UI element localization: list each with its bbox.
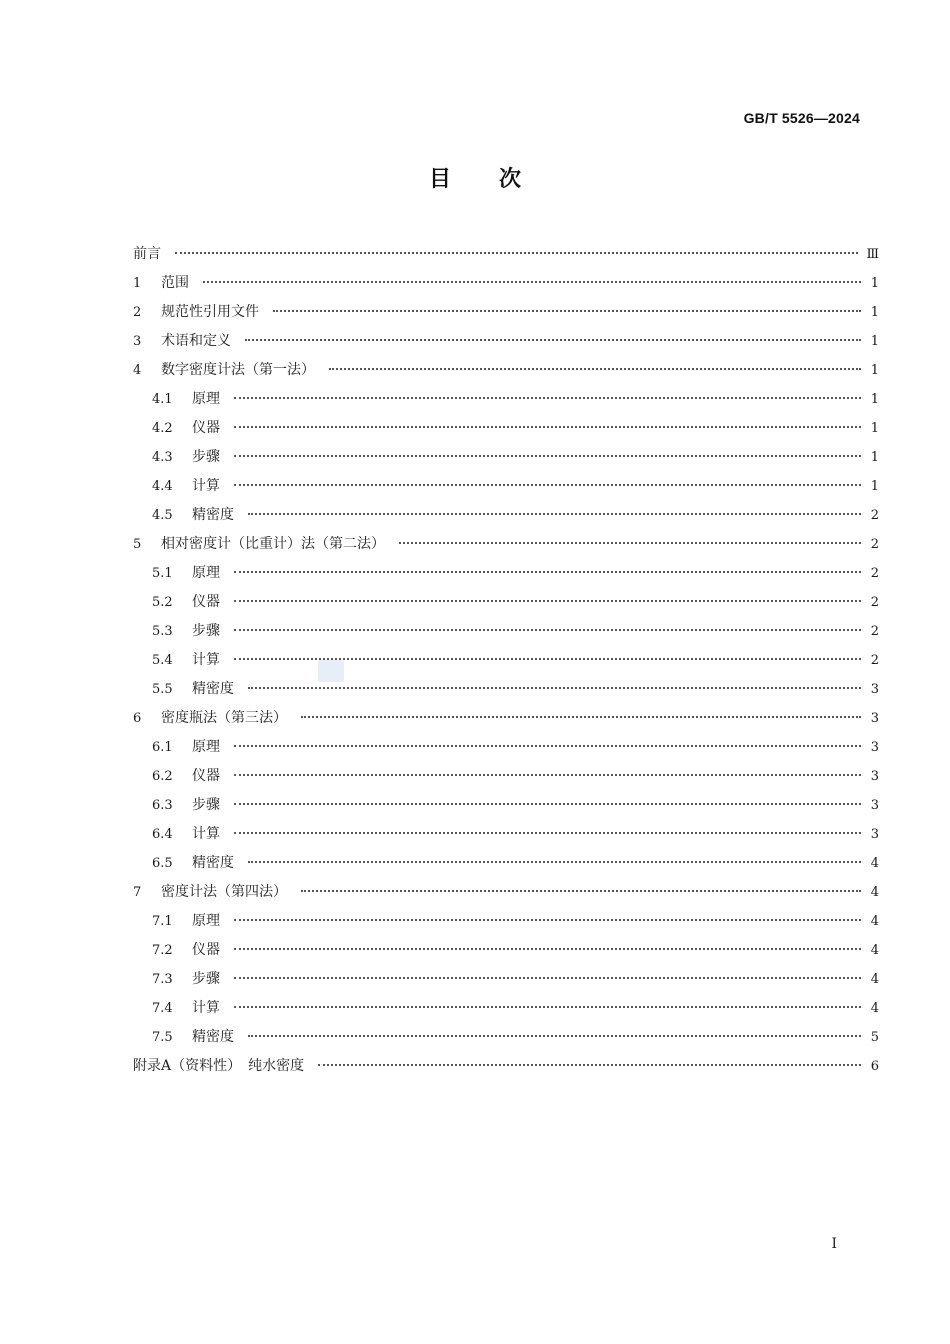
- dot-leader: [234, 397, 861, 399]
- toc-entry[interactable]: [133, 965, 879, 994]
- dot-leader: [234, 803, 861, 805]
- toc-entry[interactable]: [133, 356, 879, 385]
- toc-entry-page: 1: [870, 334, 879, 349]
- toc-entry-label: 原理: [192, 391, 220, 407]
- dot-leader: [175, 252, 858, 254]
- toc-entry-label: 原理: [192, 739, 220, 755]
- toc-entry-number: 7.2: [152, 943, 173, 958]
- toc-entry[interactable]: [133, 269, 879, 298]
- toc-entry-label: 术语和定义: [161, 333, 231, 349]
- dot-leader: [234, 832, 861, 834]
- toc-entry-number: 4.1: [152, 392, 173, 407]
- toc-entry-number: 4.5: [152, 508, 173, 523]
- toc-entry-number: 2: [133, 305, 142, 320]
- toc-entry-label: 仪器: [192, 942, 220, 958]
- toc-entry-page: 4: [870, 856, 879, 871]
- toc-entry-page: 2: [870, 537, 879, 552]
- toc-entry-page: 3: [870, 827, 879, 842]
- toc-entry[interactable]: [133, 501, 879, 530]
- toc-entry[interactable]: [133, 762, 879, 791]
- toc-entry-number: 5.2: [152, 595, 173, 610]
- toc-entry-page: 2: [870, 653, 879, 668]
- toc-entry-number: 7.1: [152, 914, 173, 929]
- toc-entry[interactable]: [133, 704, 879, 733]
- dot-leader: [234, 455, 861, 457]
- toc-entry-page: 1: [870, 276, 879, 291]
- dot-leader: [248, 861, 861, 863]
- toc-entry-label: 范围: [161, 275, 189, 291]
- dot-leader: [203, 281, 861, 283]
- dot-leader: [234, 571, 861, 573]
- toc-entry-number: 4: [133, 363, 142, 378]
- toc-entry-number: 6.3: [152, 798, 173, 813]
- toc-entry-label: 附录A（资料性） 纯水密度: [133, 1058, 305, 1074]
- toc-entry-page: 2: [870, 624, 879, 639]
- toc-entry-page: 1: [870, 363, 879, 378]
- toc-entry-number: 5.3: [152, 624, 173, 639]
- dot-leader: [234, 629, 861, 631]
- toc-entry[interactable]: [133, 530, 879, 559]
- dot-leader: [234, 948, 861, 950]
- toc-entry-label: 步骤: [192, 971, 220, 987]
- footer-page-number: Ⅰ: [831, 1236, 837, 1252]
- dot-leader: [248, 513, 861, 515]
- toc-entry-label: 相对密度计（比重计）法（第二法）: [161, 536, 385, 552]
- toc-entry-page: 1: [870, 450, 879, 465]
- dot-leader: [234, 774, 861, 776]
- toc-entry-page: 4: [870, 943, 879, 958]
- toc-entry-page: 2: [870, 595, 879, 610]
- toc-entry-number: 4.4: [152, 479, 173, 494]
- dot-leader: [318, 1064, 861, 1066]
- toc-entry-label: 规范性引用文件: [161, 304, 259, 320]
- toc-entry-number: 4.3: [152, 450, 173, 465]
- toc-entry-number: 6: [133, 711, 142, 726]
- toc-entry-label: 密度瓶法（第三法）: [161, 710, 287, 726]
- toc-entry-number: 3: [133, 334, 142, 349]
- toc-entry-label: 计算: [192, 478, 220, 494]
- dot-leader: [248, 687, 861, 689]
- toc-entry[interactable]: [133, 936, 879, 965]
- toc-entry-page: 4: [870, 914, 879, 929]
- toc-entry-page: 3: [870, 711, 879, 726]
- toc-entry[interactable]: [133, 733, 879, 762]
- dot-leader: [234, 1006, 861, 1008]
- toc-entry-number: 5.5: [152, 682, 173, 697]
- toc-entry-label: 原理: [192, 565, 220, 581]
- toc-entry[interactable]: [133, 791, 879, 820]
- toc-entry-label: 数字密度计法（第一法）: [161, 362, 315, 378]
- dot-leader: [329, 368, 861, 370]
- toc-entry-page: 1: [870, 479, 879, 494]
- toc-entry-number: 1: [133, 276, 142, 291]
- toc-entry-label: 计算: [192, 826, 220, 842]
- toc-entry-label: 密度计法（第四法）: [161, 884, 287, 900]
- dot-leader: [234, 977, 861, 979]
- toc-entry-label: 仪器: [192, 594, 220, 610]
- toc-entry-page: 2: [870, 566, 879, 581]
- toc-entry[interactable]: [133, 907, 879, 936]
- toc-entry[interactable]: [133, 878, 879, 907]
- toc-entry-number: 7.3: [152, 972, 173, 987]
- dot-leader: [399, 542, 861, 544]
- toc-entry[interactable]: [133, 443, 879, 472]
- toc-entry-page: 6: [870, 1059, 879, 1074]
- toc-entry-page: 3: [870, 769, 879, 784]
- toc-entry[interactable]: [133, 994, 879, 1023]
- toc-entry-label: 计算: [192, 1000, 220, 1016]
- toc-entry-label: 仪器: [192, 768, 220, 784]
- dot-leader: [248, 1035, 861, 1037]
- toc-entry-number: 5.4: [152, 653, 173, 668]
- toc-entry-page: 1: [870, 392, 879, 407]
- toc-entry[interactable]: [133, 298, 879, 327]
- toc-entry-page: 3: [870, 798, 879, 813]
- toc-entry[interactable]: [133, 559, 879, 588]
- toc-entry-page: 1: [870, 421, 879, 436]
- dot-leader: [234, 919, 861, 921]
- dot-leader: [234, 484, 861, 486]
- dot-leader: [301, 716, 861, 718]
- toc-entry-number: 4.2: [152, 421, 173, 436]
- toc-entry-page: 2: [870, 508, 879, 523]
- toc-entry[interactable]: [133, 1052, 879, 1081]
- toc-entry[interactable]: [133, 675, 879, 704]
- page-title: 目次: [428, 167, 569, 192]
- standard-code: GB/T 5526—2024: [743, 110, 860, 126]
- toc-entry-label: 精密度: [192, 681, 234, 697]
- toc-entry-number: 5.1: [152, 566, 173, 581]
- toc-entry-page: 5: [870, 1030, 879, 1045]
- toc-entry-page: 4: [870, 885, 879, 900]
- toc-entry-label: 步骤: [192, 449, 220, 465]
- toc-entry[interactable]: [133, 385, 879, 414]
- toc-entry-page: Ⅲ: [866, 247, 879, 262]
- toc-entry-label: 步骤: [192, 623, 220, 639]
- toc-entry[interactable]: [133, 1023, 879, 1052]
- dot-leader: [273, 310, 861, 312]
- toc-entry[interactable]: [133, 849, 879, 878]
- toc-entry-number: 6.1: [152, 740, 173, 755]
- toc-entry-page: 4: [870, 1001, 879, 1016]
- dot-leader: [234, 745, 861, 747]
- toc-entry[interactable]: [133, 414, 879, 443]
- toc-entry-label: 精密度: [192, 855, 234, 871]
- dot-leader: [301, 890, 861, 892]
- toc-entry[interactable]: [133, 240, 879, 269]
- toc-entry-label: 原理: [192, 913, 220, 929]
- toc-entry[interactable]: [133, 472, 879, 501]
- toc-entry[interactable]: [133, 646, 879, 675]
- toc-entry-label: 精密度: [192, 1029, 234, 1045]
- toc-entry-number: 6.5: [152, 856, 173, 871]
- toc-entry[interactable]: [133, 327, 879, 356]
- toc-entry-label: 仪器: [192, 420, 220, 436]
- toc-entry[interactable]: [133, 820, 879, 849]
- toc-entry-label: 步骤: [192, 797, 220, 813]
- toc-entry-number: 5: [133, 537, 142, 552]
- toc-entry-label: 前言: [133, 246, 161, 262]
- toc-entry-label: 精密度: [192, 507, 234, 523]
- toc-entry-page: 1: [870, 305, 879, 320]
- table-of-contents: [133, 240, 879, 1081]
- toc-entry-page: 4: [870, 972, 879, 987]
- toc-entry-label: 计算: [192, 652, 220, 668]
- dot-leader: [245, 339, 861, 341]
- toc-entry-page: 3: [870, 740, 879, 755]
- dot-leader: [234, 426, 861, 428]
- toc-entry-number: 6.2: [152, 769, 173, 784]
- toc-entry-number: 7: [133, 885, 142, 900]
- dot-leader: [234, 600, 861, 602]
- toc-entry-page: 3: [870, 682, 879, 697]
- toc-entry[interactable]: [133, 588, 879, 617]
- watermark-logo: [318, 660, 344, 682]
- toc-entry[interactable]: [133, 617, 879, 646]
- toc-entry-number: 6.4: [152, 827, 173, 842]
- toc-entry-number: 7.4: [152, 1001, 173, 1016]
- toc-entry-number: 7.5: [152, 1030, 173, 1045]
